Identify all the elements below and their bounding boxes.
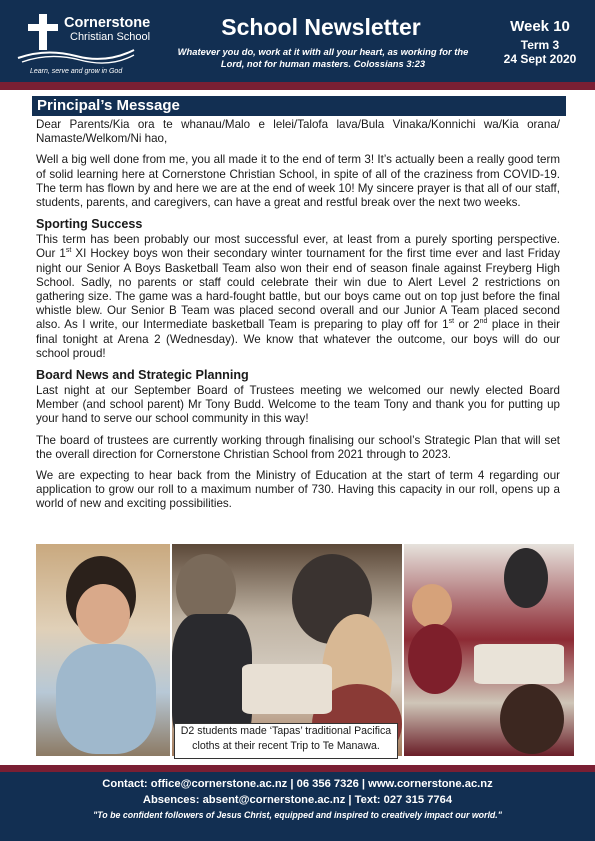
- header-banner: [0, 0, 595, 82]
- photo-caption: [174, 723, 398, 759]
- newsletter-body: [36, 118, 560, 519]
- verse-text: Whatever you do, work at it with all your heart, as working for the Lord, not for human masters.: [177, 46, 469, 69]
- footer-contact: Contact: office@cornerstone.ac.nz | 06 356 7326 | www.cornerstone.ac.nz: [102, 778, 493, 790]
- header-verse: [176, 46, 470, 70]
- sporting-text-b: XI Hockey boys won their secondary winter tournament for the first time ever and last Friday night our Senior A Boys Basketball Team also won their end of season finale against Freyberg High School. Sadly, no parents or staff could celebrate their win due to Alert Level 2 restrictions on gathering size. The game was a hard-fought battle, but our boys came out on top just before the final whistle blew. Our Senior B Team was placed second overall and our Junior A Team placed second also. As I write, our Intermediate basketball Team is preparing to play off for 1: [36, 247, 560, 332]
- sporting-paragraph: [36, 233, 560, 361]
- photo-student-painting: [36, 544, 170, 756]
- footer-motto: "To be confident followers of Jesus Christ, equipped and inspired to creatively impact our world.": [93, 810, 502, 820]
- cross-icon: [28, 14, 58, 50]
- issue-date: 24 Sept 2020: [503, 52, 577, 66]
- sporting-heading: Sporting Success: [36, 217, 143, 232]
- wave-swoosh-icon: [16, 46, 136, 64]
- photo-classroom-group: [404, 544, 574, 756]
- sporting-text-d: place in their final tonight at Arena 2 (Wednesday). We know that whatever the outcome, our boys will do our school proud!: [36, 318, 560, 360]
- intro-paragraph: Well a big well done from me, you all made it to the end of term 3! It’s actually been a really good term of solid learning here at Cornerstone Christian School, in spite of all of the craziness from COVID-19. The term has flown by and here we are at the end of week 10! My sincere prayer is that all of our staff, students, parents, and caregivers, can have a great and restful break over the next two weeks.: [36, 153, 560, 210]
- footer-absences: Absences: absent@cornerstone.ac.nz | Text: 027 315 7764: [142, 794, 453, 806]
- footer-stripe: [0, 765, 595, 772]
- board-paragraph-2: The board of trustees are currently working through finalising our school’s Strategic Plan that will set the overall direction for Cornerstone Christian School from 2021 through to 2023.: [36, 433, 560, 461]
- verse-reference: Colossians 3:23: [353, 58, 426, 69]
- school-name: Cornerstone: [64, 15, 151, 31]
- week-label: Week 10: [510, 18, 570, 35]
- newsletter-title: School Newsletter: [221, 14, 421, 40]
- school-subtitle: Christian School: [70, 31, 151, 43]
- school-tagline: Learn, serve and grow in God: [30, 68, 123, 75]
- caption-line-1: D2 students made ‘Tapas’ traditional Pacifica: [180, 725, 392, 737]
- sporting-text-c: or 2: [454, 318, 480, 332]
- greeting-paragraph: Dear Parents/Kia ora te whanau/Malo e lelei/Talofa lava/Bula Vinaka/Konnichi wa/Kia orana/ Namaste/Welkom/Ni hao,: [36, 118, 560, 146]
- term-label: Term 3: [520, 38, 560, 52]
- board-paragraph-1: Last night at our September Board of Trustees meeting we welcomed our newly elected Board Member (and school parent) Mr Tony Budd. Welcome to the team Tony and thank you for putting up your hand to serve our school community in this way!: [36, 384, 560, 426]
- ordinal-suffix: st: [448, 318, 455, 326]
- school-logo: [14, 10, 164, 80]
- caption-line-2: cloths at their recent Trip to Te Manawa.: [192, 740, 380, 752]
- footer: [0, 772, 595, 841]
- principal-heading: Principal’s Message: [37, 97, 180, 114]
- board-heading: Board News and Strategic Planning: [36, 368, 249, 383]
- principal-heading-bar: [32, 96, 566, 116]
- header-stripe: [0, 82, 595, 90]
- sporting-text-a: This term has been probably our most successful ever, at least from a purely sporting perspective. Our 1: [36, 233, 560, 261]
- ordinal-suffix: nd: [479, 318, 488, 326]
- ordinal-suffix: st: [65, 247, 72, 255]
- board-paragraph-3: We are expecting to hear back from the Ministry of Education at the start of term 4 regarding our application to grow our roll to a maximum number of 730. Having this capacity in our roll, opens up a world of new and exciting possibilities.: [36, 469, 560, 511]
